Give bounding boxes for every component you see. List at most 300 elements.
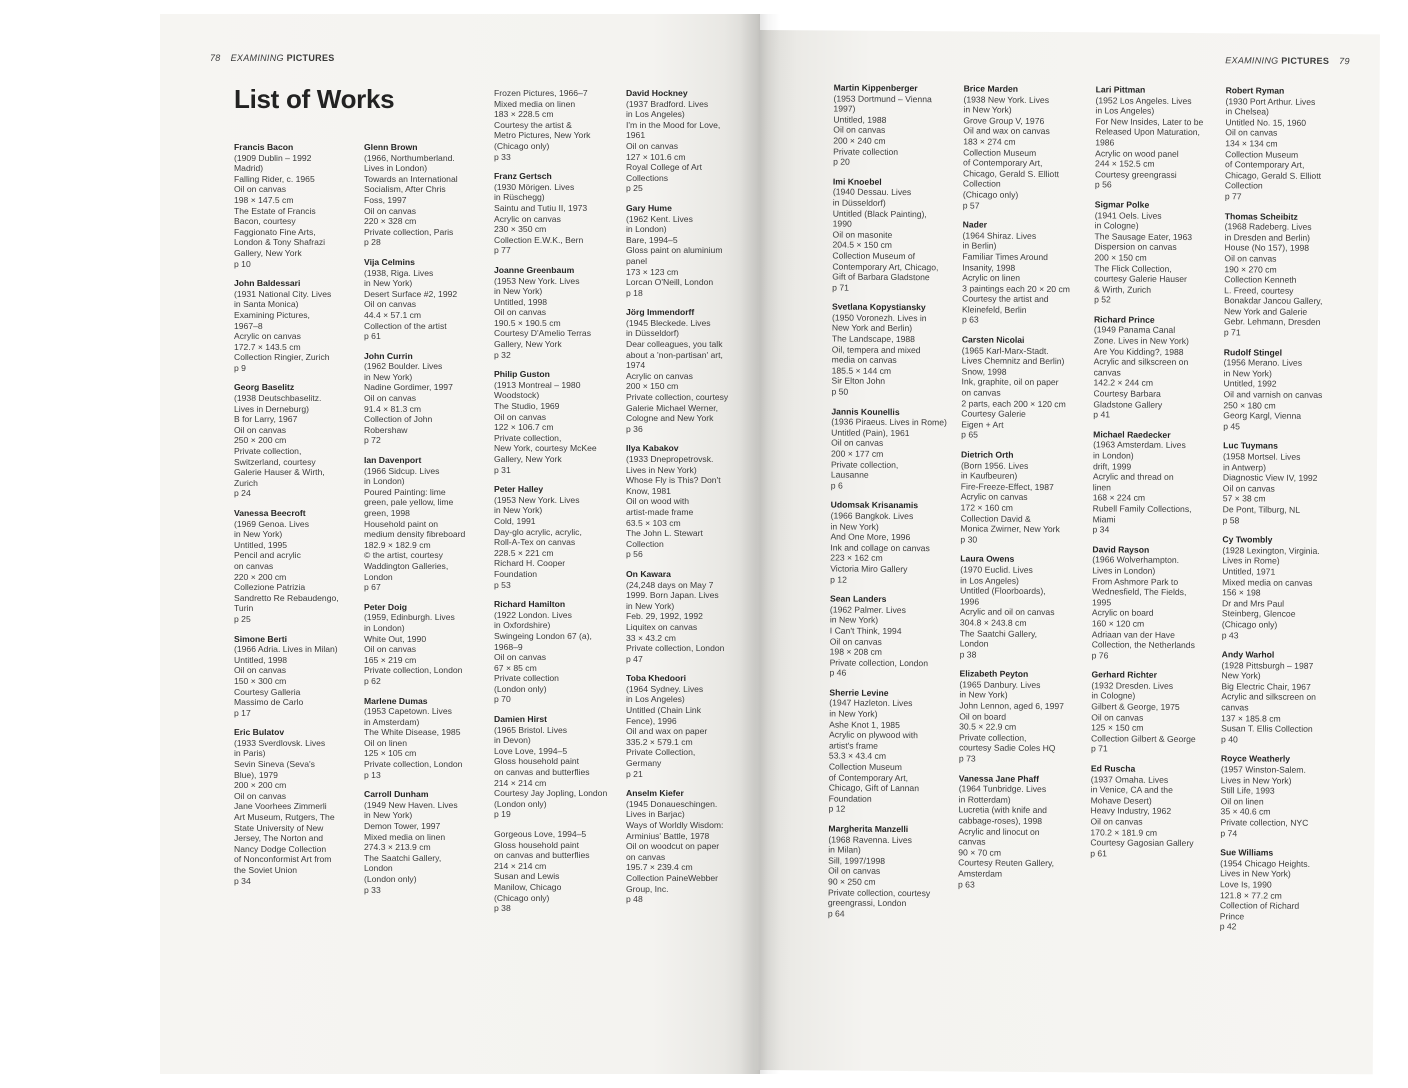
work-detail-line: & Wirth, Zurich [1094, 284, 1152, 295]
work-detail-line: 90 × 250 cm [828, 876, 876, 887]
work-detail-line: Acrylic and oil on canvas [959, 606, 1055, 618]
artist-name: David Rayson [1092, 544, 1150, 555]
work-detail-line: Private collection, London [364, 665, 463, 676]
work-detail-line: Oil on linen [1220, 796, 1264, 807]
work-detail-line: Amsterdam [958, 868, 1003, 879]
work-detail-line: p 34 [234, 875, 251, 886]
work-detail-line: (1932 Dresden. Lives [1091, 680, 1174, 691]
work-detail-line: Oil on canvas [364, 644, 417, 655]
work-detail-line: p 65 [961, 429, 978, 440]
artist-name: Ilya Kabakov [626, 443, 679, 454]
work-detail-line: of Nonconformist Art from [234, 854, 332, 865]
work-detail-line: Mixed media on canvas [1222, 576, 1313, 588]
section-italic: EXAMINING [230, 53, 284, 63]
work-detail-line: The White Disease, 1985 [364, 727, 461, 738]
work-detail-line: 1999. Born Japan. Lives [626, 590, 719, 601]
work-detail-line: Private collection, courtesy [827, 887, 931, 898]
work-detail-line: in Amsterdam) [364, 716, 420, 727]
right-page [753, 30, 1380, 1074]
work-detail-line: New York) [1221, 670, 1261, 681]
work-detail-line: London & Tony Shafrazi [234, 237, 326, 248]
work-detail-line: (1952 Los Angeles. Lives [1095, 94, 1192, 106]
work-detail-line: Oil on canvas [1090, 816, 1143, 827]
work-entry [958, 773, 1083, 890]
work-detail-line: p 25 [626, 183, 643, 194]
work-detail-line: Oil on canvas [234, 184, 287, 195]
work-detail-line: Private collection, London [364, 759, 463, 770]
artist-name: Philip Guston [494, 369, 550, 380]
work-detail-line: Acrylic on linen [962, 272, 1021, 283]
work-detail-line: Acrylic on canvas [626, 370, 693, 381]
work-entry [626, 673, 750, 779]
work-detail-line: Love Is, 1990 [1220, 879, 1272, 890]
work-detail-line: p 61 [1090, 848, 1108, 859]
work-detail-line: Courtesy Barbara [1093, 388, 1161, 399]
work-detail-line: Private collection, NYC [1220, 817, 1309, 828]
work-detail-line: 121.8 × 77.2 cm [1219, 889, 1282, 901]
work-entry [831, 302, 956, 398]
work-entry [961, 334, 1086, 441]
work-entry [832, 176, 957, 293]
work-detail-line: 220 × 328 cm [364, 216, 417, 227]
work-entry [494, 484, 618, 590]
artist-name: Rudolf Stingel [1223, 346, 1283, 358]
section-bold: PICTURES [1281, 55, 1330, 66]
artist-name: Vanessa Beecroft [234, 508, 306, 518]
work-detail-line: 220 × 200 cm [234, 571, 287, 582]
work-detail-line: p 33 [494, 151, 511, 162]
work-entry [494, 88, 618, 162]
work-detail-line: Acrylic on plywood with [829, 729, 918, 741]
work-detail-line: Household paint on [364, 518, 439, 529]
work-detail-line: Acrylic on wood panel [1095, 147, 1179, 159]
work-detail-line: in Antwerp) [1222, 461, 1266, 473]
work-detail-line: Private collection, courtesy [626, 392, 729, 403]
work-entry [1225, 85, 1350, 202]
work-entry [960, 449, 1085, 545]
artist-name: Lari Pittman [1095, 84, 1146, 95]
work-detail-line: Oil on canvas [494, 411, 547, 422]
work-detail-line: in New York) [829, 708, 878, 719]
work-detail-line: p 34 [1092, 524, 1110, 535]
work-detail-line: (1933 Sverdlovsk. Lives [234, 737, 326, 748]
work-detail-line: in Los Angeles) [626, 694, 685, 705]
work-entry [364, 257, 488, 342]
work-detail-line: 1990 [832, 218, 852, 229]
work-entry [1220, 754, 1345, 840]
work-detail-line: 33 × 43.2 cm [626, 632, 676, 643]
work-detail-line: (1936 Piraeus. Lives in Rome) [831, 416, 947, 428]
work-detail-line: Wednesfield, The Fields, [1092, 586, 1187, 598]
page-number: 78 [210, 53, 221, 63]
work-detail-line: (1950 Voronezh. Lives in [831, 312, 927, 324]
work-detail-line: (1945 Bleckede. Lives [626, 317, 711, 328]
work-detail-line: (1962 Kent. Lives [626, 213, 693, 224]
work-detail-line: in Rüschegg) [494, 192, 545, 203]
work-detail-line: in Paris) [234, 748, 266, 759]
work-detail-line: 122 × 106.7 cm [494, 422, 554, 433]
work-detail-line: Faggionato Fine Arts, [234, 226, 316, 237]
work-detail-line: (1928 Pittsburgh – 1987 [1221, 659, 1314, 671]
work-detail-line: Mohave Desert) [1090, 795, 1152, 806]
work-detail-line: p 52 [1094, 294, 1111, 305]
work-detail-line: Oil on woodcut on paper [626, 841, 720, 852]
work-detail-line: p 12 [828, 803, 846, 815]
work-detail-line: 1997) [833, 103, 856, 114]
work-detail-line: 198 × 208 cm [829, 646, 883, 657]
work-detail-line: (1947 Hazleton. Lives [829, 697, 913, 709]
work-entry [1223, 441, 1348, 527]
work-detail-line: 200 × 150 cm [1094, 252, 1147, 263]
work-detail-line: (1945 Donaueschingen. [626, 798, 718, 809]
right-running-head [1225, 55, 1350, 66]
work-detail-line: 2 parts, each 200 × 120 cm [961, 398, 1066, 409]
work-detail-line: p 18 [626, 287, 643, 298]
work-detail-line: (1938 New York. Lives [963, 94, 1050, 105]
work-detail-line: Woodstock) [494, 390, 540, 401]
artist-name: Margherita Manzelli [828, 823, 909, 835]
work-detail-line: Collection [962, 178, 1001, 190]
work-detail-line: 183 × 274 cm [963, 136, 1016, 147]
work-detail-line: p 25 [234, 613, 251, 624]
work-detail-line: 185.5 × 144 cm [831, 365, 892, 376]
work-detail-line: The Studio, 1969 [494, 401, 560, 412]
work-detail-line: linen [1092, 482, 1112, 493]
work-detail-line: 91.4 × 81.3 cm [364, 403, 422, 414]
work-detail-line: of Contemporary Art, [828, 772, 909, 783]
work-detail-line: Collection, the Netherlands [1091, 639, 1195, 651]
work-detail-line: p 13 [364, 769, 381, 780]
work-entry [494, 265, 618, 360]
work-detail-line: p 47 [626, 653, 643, 664]
work-detail-line: Gebr. Lehmann, Dresden [1223, 316, 1321, 328]
artist-name: Cy Twombly [1222, 534, 1273, 545]
work-detail-line: in Cologne) [1091, 690, 1136, 702]
artist-name: Udomsak Krisanamis [830, 499, 919, 511]
work-entry [960, 554, 1085, 661]
work-entry [829, 594, 954, 680]
works-column [958, 83, 1088, 899]
artist-name: Carroll Dunham [364, 789, 429, 800]
work-detail-line: Steinberg, Glencoe [1221, 608, 1296, 620]
work-detail-line: Metro Pictures, New York [494, 130, 591, 141]
work-detail-line: Oil on canvas [828, 865, 881, 877]
work-detail-line: Ways of Worldly Wisdom: [626, 820, 724, 830]
work-detail-line: (1964 Shiraz. Lives [962, 230, 1037, 241]
work-detail-line: Towards an International [364, 173, 458, 184]
work-detail-line: (1949 New Haven. Lives [364, 799, 458, 810]
work-detail-line: Pencil and acrylic [234, 550, 301, 561]
work-detail-line: (1937 Omaha. Lives [1090, 773, 1169, 785]
work-detail-line: Know, 1981 [626, 485, 671, 496]
work-detail-line: (1968 Radeberg. Lives [1224, 221, 1312, 232]
work-detail-line: 228.5 × 221 cm [494, 547, 554, 558]
work-entry [364, 602, 488, 687]
work-detail-line: Collezione Patrizia [234, 582, 306, 593]
work-detail-line: Snow, 1998 [961, 366, 1007, 377]
work-detail-line: p 31 [494, 464, 511, 475]
work-detail-line: The Landscape, 1988 [831, 333, 916, 345]
work-detail-line: in New York) [830, 521, 879, 532]
work-detail-line: Collection Kenneth [1224, 274, 1297, 285]
work-detail-line: 190 × 270 cm [1224, 263, 1277, 275]
artist-name: Anselm Kiefer [626, 788, 684, 799]
work-detail-line: 137 × 185.8 cm [1221, 712, 1281, 724]
work-detail-line: Oil on canvas [494, 307, 547, 318]
work-entry [1090, 763, 1215, 859]
work-detail-line: in Kaufbeuren) [960, 470, 1018, 481]
work-detail-line: on canvas [961, 387, 1001, 398]
page-number: 79 [1339, 56, 1350, 67]
work-detail-line: p 73 [958, 753, 976, 764]
work-detail-line: (Born 1956. Lives [960, 460, 1029, 471]
work-detail-line: p 53 [494, 579, 511, 590]
work-detail-line: 125 × 150 cm [1091, 722, 1144, 733]
artist-name: Jannis Kounellis [831, 406, 900, 417]
work-detail-line: p 71 [832, 282, 849, 293]
work-detail-line: p 20 [833, 156, 850, 167]
work-detail-line: Lausanne [830, 469, 869, 480]
work-detail-line: in London) [1093, 450, 1134, 461]
work-detail-line: Dr and Mrs Paul [1221, 597, 1285, 609]
work-detail-line: © the artist, courtesy [364, 550, 443, 561]
work-detail-line: 1996 [959, 596, 980, 607]
work-detail-line: The Saatchi Gallery, [959, 627, 1038, 639]
work-detail-line: Jane Voorhees Zimmerli [234, 801, 327, 812]
work-detail-line: Lives in Rome) [1222, 555, 1280, 566]
work-detail-line: p 77 [1224, 191, 1242, 202]
work-detail-line: Untitled (Pain), 1961 [831, 427, 910, 438]
work-detail-line: artist-made frame [626, 506, 694, 517]
work-detail-line: of Contemporary Art, [963, 157, 1043, 169]
work-entry [626, 203, 750, 298]
work-detail-line: (1969 Genoa. Lives [234, 518, 310, 529]
work-detail-line: 1967–8 [234, 320, 263, 331]
work-detail-line: Dear colleagues, you talk [626, 339, 723, 350]
work-detail-line: in Devon) [494, 735, 531, 746]
work-detail-line: Acrylic and thread on [1092, 471, 1174, 483]
work-detail-line: Lives in London) [1092, 565, 1156, 576]
work-detail-line: 67 × 85 cm [494, 662, 537, 673]
work-detail-line: Turin [234, 603, 254, 614]
work-detail-line: in New York) [234, 529, 283, 540]
work-detail-line: 142.2 × 244 cm [1093, 377, 1154, 389]
work-detail-line: Courtesy Reuten Gallery, [958, 857, 1055, 869]
work-detail-line: 304.8 × 243.8 cm [959, 617, 1027, 628]
work-detail-line: From Ashmore Park to [1092, 575, 1179, 587]
work-detail-line: 230 × 350 cm [494, 224, 547, 235]
work-detail-line: Oil on canvas [829, 636, 882, 647]
work-detail-line: courtesy Galerie Hauser [1094, 273, 1187, 285]
work-detail-line: (1909 Dublin – 1992 [234, 152, 312, 163]
work-detail-line: p 71 [1090, 743, 1108, 754]
work-detail-line: p 56 [626, 549, 643, 560]
work-detail-line: (1962 Boulder. Lives [364, 361, 443, 372]
work-detail-line: (1965 Bristol. Lives [494, 724, 568, 735]
work-detail-line: Susan and Lewis [494, 871, 560, 882]
work-detail-line: 200 × 240 cm [833, 135, 886, 146]
work-detail-line: 183 × 228.5 cm [494, 109, 554, 120]
work-detail-line: 125 × 105 cm [364, 748, 417, 759]
work-detail-line: p 9 [234, 362, 246, 373]
work-entry [626, 88, 750, 194]
work-entry [234, 142, 358, 269]
work-detail-line: 214 × 214 cm [494, 777, 547, 788]
work-entry [1092, 429, 1217, 536]
work-detail-line: 127 × 101.6 cm [626, 151, 686, 162]
work-detail-line: in Cologne) [1094, 220, 1139, 231]
work-detail-line: Lucretia (with knife and [958, 804, 1047, 816]
work-detail-line: on canvas [234, 560, 274, 571]
work-detail-line: p 50 [831, 386, 849, 397]
work-detail-line: Chicago, Gerald S. Elliott [1224, 169, 1322, 181]
work-detail-line: (1954 Chicago Heights. [1220, 858, 1311, 869]
work-detail-line: p 57 [962, 199, 980, 211]
work-detail-line: Nancy Dodge Collection [234, 843, 327, 854]
work-detail-line: Cologne and New York [626, 413, 714, 424]
work-detail-line: Royal College of Art [626, 162, 702, 173]
work-detail-line: The Saatchi Gallery, [364, 852, 442, 863]
work-detail-line: Private collection [833, 146, 899, 157]
work-detail-line: p 62 [364, 675, 381, 686]
work-entry [494, 599, 618, 705]
work-detail-line: p 45 [1223, 421, 1241, 432]
work-detail-line: (1930 Mörigen. Lives [494, 181, 575, 192]
artist-name: Georg Baselitz [234, 382, 295, 393]
work-entry [626, 443, 750, 560]
work-detail-line: canvas [958, 836, 986, 847]
work-entry [364, 351, 488, 446]
work-detail-line: Collection of the artist [364, 320, 447, 331]
work-detail-line: on canvas and butterflies [494, 850, 590, 861]
work-detail-line: in Düsseldorf) [626, 328, 680, 339]
work-entry [364, 142, 488, 248]
work-detail-line: Collection Gilbert & George [1091, 733, 1196, 744]
work-detail-line: The John L. Stewart [626, 528, 703, 539]
work-detail-line: p 21 [626, 768, 643, 779]
work-detail-line: (1930 Port Arthur. Lives [1225, 95, 1316, 107]
section-bold: PICTURES [286, 53, 335, 63]
work-detail-line: in New York) [959, 689, 1008, 701]
work-detail-line: p 76 [1091, 650, 1109, 661]
work-entry [494, 369, 618, 475]
work-detail-line: Oil on canvas [1091, 711, 1144, 723]
work-entry [828, 823, 953, 919]
artist-name: Laura Owens [960, 553, 1015, 565]
work-detail-line: Bare, 1994–5 [626, 234, 678, 245]
work-detail-line: (1966 Bangkok. Lives [830, 510, 914, 522]
work-detail-line: on canvas [626, 851, 666, 862]
artist-name: Ed Ruscha [1090, 763, 1136, 774]
work-detail-line: Collection Museum [1225, 148, 1299, 160]
work-entry [833, 83, 958, 169]
artist-name: Marlene Dumas [364, 695, 428, 706]
work-detail-line: Swingeing London 67 (a), [494, 630, 592, 641]
work-detail-line: Courtesy Gagosian Gallery [1090, 837, 1194, 849]
work-detail-line: Collection of Richard [1219, 900, 1300, 911]
artist-name: Jörg Immendorff [626, 307, 695, 318]
work-detail-line: (1966 Adria. Lives in Milan) [234, 644, 338, 655]
work-detail-line: London [364, 863, 393, 874]
work-detail-line: in Dresden and Berlin) [1224, 231, 1311, 243]
work-entry [626, 788, 750, 905]
artist-name: Gerhard Richter [1091, 669, 1157, 681]
work-entry [829, 687, 954, 815]
work-detail-line: 150 × 300 cm [234, 675, 287, 686]
artist-name: Sigmar Polke [1094, 199, 1150, 210]
work-detail-line: in New York) [494, 505, 543, 516]
work-detail-line: Prince [1219, 910, 1245, 922]
work-detail-line: p 71 [1223, 327, 1241, 338]
work-detail-line: Oil, tempera and mixed [831, 344, 921, 355]
work-detail-line: p 63 [961, 314, 979, 326]
work-detail-line: p 56 [1094, 179, 1112, 190]
work-detail-line: Lives in New York) [626, 464, 697, 475]
work-detail-line: (Chicago only) [494, 140, 550, 151]
artist-name: Ian Davenport [364, 455, 422, 466]
work-detail-line: (1953 Dortmund – Vienna [833, 93, 932, 104]
work-detail-line: in Düsseldorf) [832, 197, 886, 208]
work-detail-line: greengrassi, London [827, 897, 907, 909]
work-detail-line: Oil on canvas [831, 437, 884, 449]
work-detail-line: (1941 Oels. Lives [1094, 209, 1162, 221]
work-detail-line: Bacon, courtesy [234, 216, 296, 227]
work-detail-line: Oil on canvas [234, 790, 287, 801]
work-detail-line: Desert Surface #2, 1992 [364, 288, 458, 299]
work-detail-line: Untitled, 1995 [234, 539, 288, 550]
work-detail-line: Roll-A-Tex on canvas [494, 537, 576, 548]
work-detail-line: Mixed media on linen [494, 98, 576, 109]
work-detail-line: Chicago, Gift of Lannan [828, 782, 920, 794]
work-entry [626, 569, 750, 664]
work-detail-line: (1938 Deutschbaselitz. [234, 393, 322, 404]
work-detail-line: p 70 [494, 694, 511, 705]
work-detail-line: Acrylic and silkscreen on [1093, 356, 1189, 368]
work-detail-line: p 33 [364, 884, 381, 895]
work-detail-line: 223 × 162 cm [830, 552, 883, 564]
work-detail-line: Gift of Barbara Gladstone [832, 271, 930, 283]
work-detail-line: the Soviet Union [234, 865, 298, 875]
work-detail-line: (1957 Winston-Salem. [1220, 764, 1306, 775]
work-detail-line: p 77 [494, 245, 511, 256]
work-detail-line: p 12 [830, 574, 847, 585]
work-detail-line: Courtesy the artist & [494, 119, 572, 130]
work-detail-line: Robershaw [364, 424, 408, 435]
work-detail-line: New York and Berlin) [831, 322, 913, 334]
work-detail-line: Oil and varnish on canvas [1223, 389, 1323, 400]
work-detail-line: 1968–9 [494, 641, 523, 652]
work-detail-line: Manilow, Chicago [494, 881, 562, 892]
work-entry [364, 455, 488, 593]
work-detail-line: 170.2 × 181.9 cm [1090, 826, 1158, 838]
work-detail-line: Jersey, The Norton and [234, 833, 324, 844]
work-detail-line: Waddington Galleries, [364, 560, 449, 571]
work-detail-line: Adriaan van der Have [1091, 628, 1175, 640]
work-detail-line: Fence), 1996 [626, 715, 677, 726]
work-detail-line: Collection [626, 538, 664, 549]
work-detail-line: Private collection [494, 673, 559, 684]
work-detail-line: (24,248 days on May 7 [626, 579, 714, 590]
work-detail-line: medium density fibreboard [364, 529, 466, 540]
work-detail-line: of Contemporary Art, [1225, 159, 1305, 170]
work-detail-line: Familiar Times Around [962, 251, 1048, 262]
artist-name: Thomas Scheibitz [1224, 210, 1298, 222]
work-detail-line: in New York) [1223, 368, 1272, 379]
work-detail-line: Oil on canvas [494, 652, 547, 663]
work-detail-line: p 6 [830, 480, 843, 491]
work-detail-line: Big Electric Chair, 1967 [1221, 681, 1311, 692]
artist-name: Peter Doig [364, 601, 407, 612]
